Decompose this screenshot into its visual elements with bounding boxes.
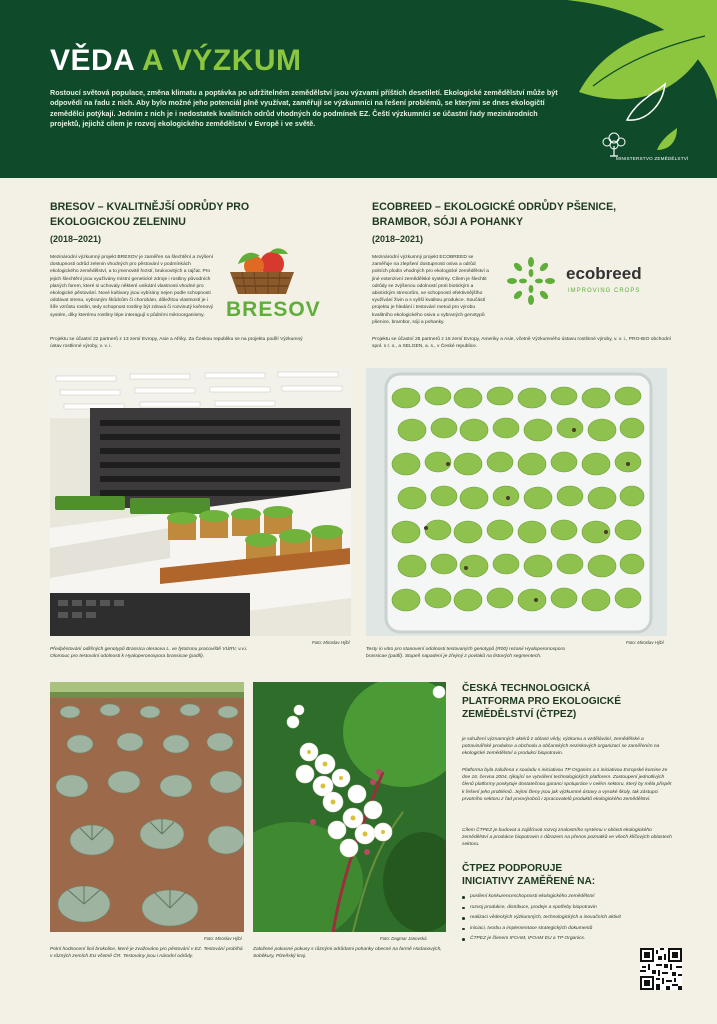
- ctpez-bullet: ČTPEZ je členem IFOAM, IFOAM EU a TP Organics.: [462, 934, 672, 945]
- ctpez-paragraph-2: Platforma byla založena v souladu s iniciativou TP Organics a s iniciativou Evropské komise ze dne 16. června 2004, týkající se vytváření technologických platforem. Zastoupení jednotlivých členů platformy poskytuje dostatečnou garanci spolupráce v celém sektoru, který by měla přispět k řešení jeho problémů. Jejími členy jsou jak výzkumné ústavy a vysoké školy, tak zástupci prvotního sektoru z řad prvovýrobců i zpracovatelů produktů ekologického zemědělství.: [462, 768, 672, 802]
- header-banner: [0, 0, 717, 178]
- photo-field: [50, 682, 244, 932]
- field-photo-credit: Foto: Miroslav Hýbl: [204, 936, 242, 941]
- bresov-photo-credit: Foto: Miroslav Hýbl: [312, 640, 350, 645]
- ctpez-bullet: posílení konkurenceschopnosti ekologického zemědělství: [462, 892, 672, 903]
- ctpez-bullet: iniciaci, tvorbu a implementace strategických dokumentů: [462, 924, 672, 935]
- ministry-name: MINISTERSTVO ZEMĚDĚLSTVÍ: [616, 156, 689, 161]
- bresov-logo-text: BRESOV: [226, 298, 321, 321]
- ctpez-paragraph-3: Cílem ČTPEZ je budovat a zajišťovat rozvoj znalostního systému v oblasti ekologického zemědělství a produkce biopotravin s důrazem na přenos poznatků ve všech klíčových oblastech sektoru.: [462, 828, 672, 848]
- bresov-photo-caption: Předpěstování odlišných genotypů Brassica oleracea L. ve fytotronu pracoviště VÚRV, v.v.i. Olomouc pro testování odolnosti k Hyaloperonospora brassicae (padlí).: [50, 647, 248, 659]
- photo-in-vitro: [366, 368, 667, 636]
- ecobreed-logo-name: ecobreed: [566, 264, 642, 283]
- buckwheat-photo-caption: Založené pokusné pokusy s různými odrůdami pohanky obecné na farmě Hodanových, Soběkury, Plzeňský kraj.: [253, 947, 442, 959]
- title-part1: VĚDA: [50, 44, 135, 77]
- bresov-partners: Projektu se účastní 22 partnerů z 13 zemí Evropy, Asie a Afriky. Za Českou republiku se na projektu podílí Výzkumný ústav rostlinné výroby, v. v. i.: [50, 337, 303, 350]
- intro-text: Rostoucí světová populace, změna klimatu a poptávka po udržitelném zemědělství jsou výzvami příštích desetiletí. Ekologické zemědělství může být odpovědí na řadu z nich. Aby bylo možné jeho potenciál plně využívat, zaměřují se výzkumníci na řešení problémů, se kterými se dnes ekologičtí zemědělci potýkají. Jedním z nich je i nedostatek kvalitních odrůd vhodných do podmínek EZ. Čeští výzkumníci se účastní řady mezinárodních projektů, jejichž cílem je rozvoj ekologického zemědělství v Evropě i ve světě.: [50, 88, 558, 129]
- ecobreed-photo-credit: Foto: Miroslav Hýbl: [626, 640, 664, 645]
- ecobreed-years: (2018–2021): [372, 234, 424, 244]
- ecobreed-photo-caption: Testy in vitro pro stanovení odolnosti testovaných genotypů (R00) rezanii Hyaloperonospora brassicae (padlí). Stupeň napadení je zřejmý z povlaků na listových segmentech.: [366, 647, 565, 659]
- ecobreed-logo: [506, 256, 676, 310]
- ecobreed-leaf-circle-icon: [506, 256, 556, 306]
- ctpez-bullet: rozvoj produkce, distribuce, prodeje a spotřeby biopotravin: [462, 903, 672, 914]
- ecobreed-heading: ECOBREED – EKOLOGICKÉ ODRŮDY PŠENICE, BRAMBOR, SÓJI A POHANKY: [372, 201, 617, 228]
- ctpez-heading: ČESKÁ TECHNOLOGICKÁ PLATFORMA PRO EKOLOGICKÉ ZEMĚDĚLSTVÍ (ČTPEZ): [462, 683, 622, 720]
- ecobreed-partners: Projektu se účastní 25 partnerů z 15 zemí Evropy, Ameriky a Asie, včetně Výzkumného ústavu rostlinné výroby, v. v. i., PRO-BIO obchodní spol. s r. o., a SELGEN, a. s., v České republice.: [372, 337, 671, 350]
- ctpez-bullet-list: [462, 892, 672, 945]
- title-part2: A VÝZKUM: [141, 44, 302, 77]
- ctpez-subheading: ČTPEZ PODPORUJE INICIATIVY ZAMĚŘENÉ NA:: [462, 863, 596, 887]
- ctpez-bullet: realizaci vědeckých výzkumných, technologických a inovačních aktivit: [462, 913, 672, 924]
- page-title: [50, 44, 302, 78]
- field-photo-caption: Polní hodnocení linií brokolice, které je zvažováno pro pěstování v EZ. Testování probíhá v různých zemích EU včetně ČR. Testovány jsou i národní odrůdy.: [50, 947, 243, 959]
- ecobreed-body: Mezinárodní výzkumný projekt ECOBREED se zaměřuje na zlepšení dostupnosti osiva a odrůd polních plodin vhodných pro ekologické zemědělství a jiné extenzivní zemědělské systémy. Cílem je šlechtit odrůdy se zvýšenou odolností proti biotickým a abiotickým stresorům, se schopností efektivnějšího využívání živin a s vyšší kvalitou produkce. Součástí projektu je hledání i testování metod pro výrobu kvalitního ekologického osiva u vybraných genotypů pšenice, brambor, sóji a pohanky.: [372, 255, 489, 325]
- qr-code-icon[interactable]: [640, 948, 682, 990]
- bresov-body: Mezinárodní výzkumný projekt BRESOV je zaměřen na šlechtění a zvýšení dostupnosti odrůd zelenin vhodných pro pěstování v podmínkách ekologického zemědělství, a to jmenovitě řezstí, brukvovitých a rajčat. Pro jejich šlechtění jsou využívány místní genetické zdroje i rostliny původních planých forem, které si uchovaly některé unikátní vlastnosti vhodné pro ekologické pěstování. Nové kultivary jsou vybírány nejen podle schopnosti odolávat stresu, vybraným škůdcům či chorobám, důležitou vlastností je i šíře vzrůstu rostlin, tedy schopnost rostliny být zdravá či rozvinutý kořenový systém, díky kterému rostliny lépe interagují s půdními mikroorganismy.: [50, 255, 214, 318]
- photo-buckwheat: [253, 682, 446, 932]
- bresov-heading: BRESOV – KVALITNĚJŠÍ ODRŮDY PRO EKOLOGICKOU ZELENINU: [50, 201, 250, 228]
- bresov-logo: [222, 246, 321, 324]
- buckwheat-photo-credit: Foto: Dagmar Janovská: [380, 936, 427, 941]
- ctpez-paragraph-1: je sdružení významných aktérů z oblasti vědy, výzkumu a vzdělávání, zemědělské a potravinářské produkce a obchodu a občanských neziskových organizací se zaměřením na ekologické zemědělství a produkci biopotravin.: [462, 737, 660, 757]
- photo-phytotron: [50, 368, 351, 636]
- ecobreed-logo-tagline: IMPROVING CROPS: [568, 288, 641, 294]
- vegetable-basket-icon: [222, 246, 302, 298]
- bresov-years: (2018–2021): [50, 234, 102, 244]
